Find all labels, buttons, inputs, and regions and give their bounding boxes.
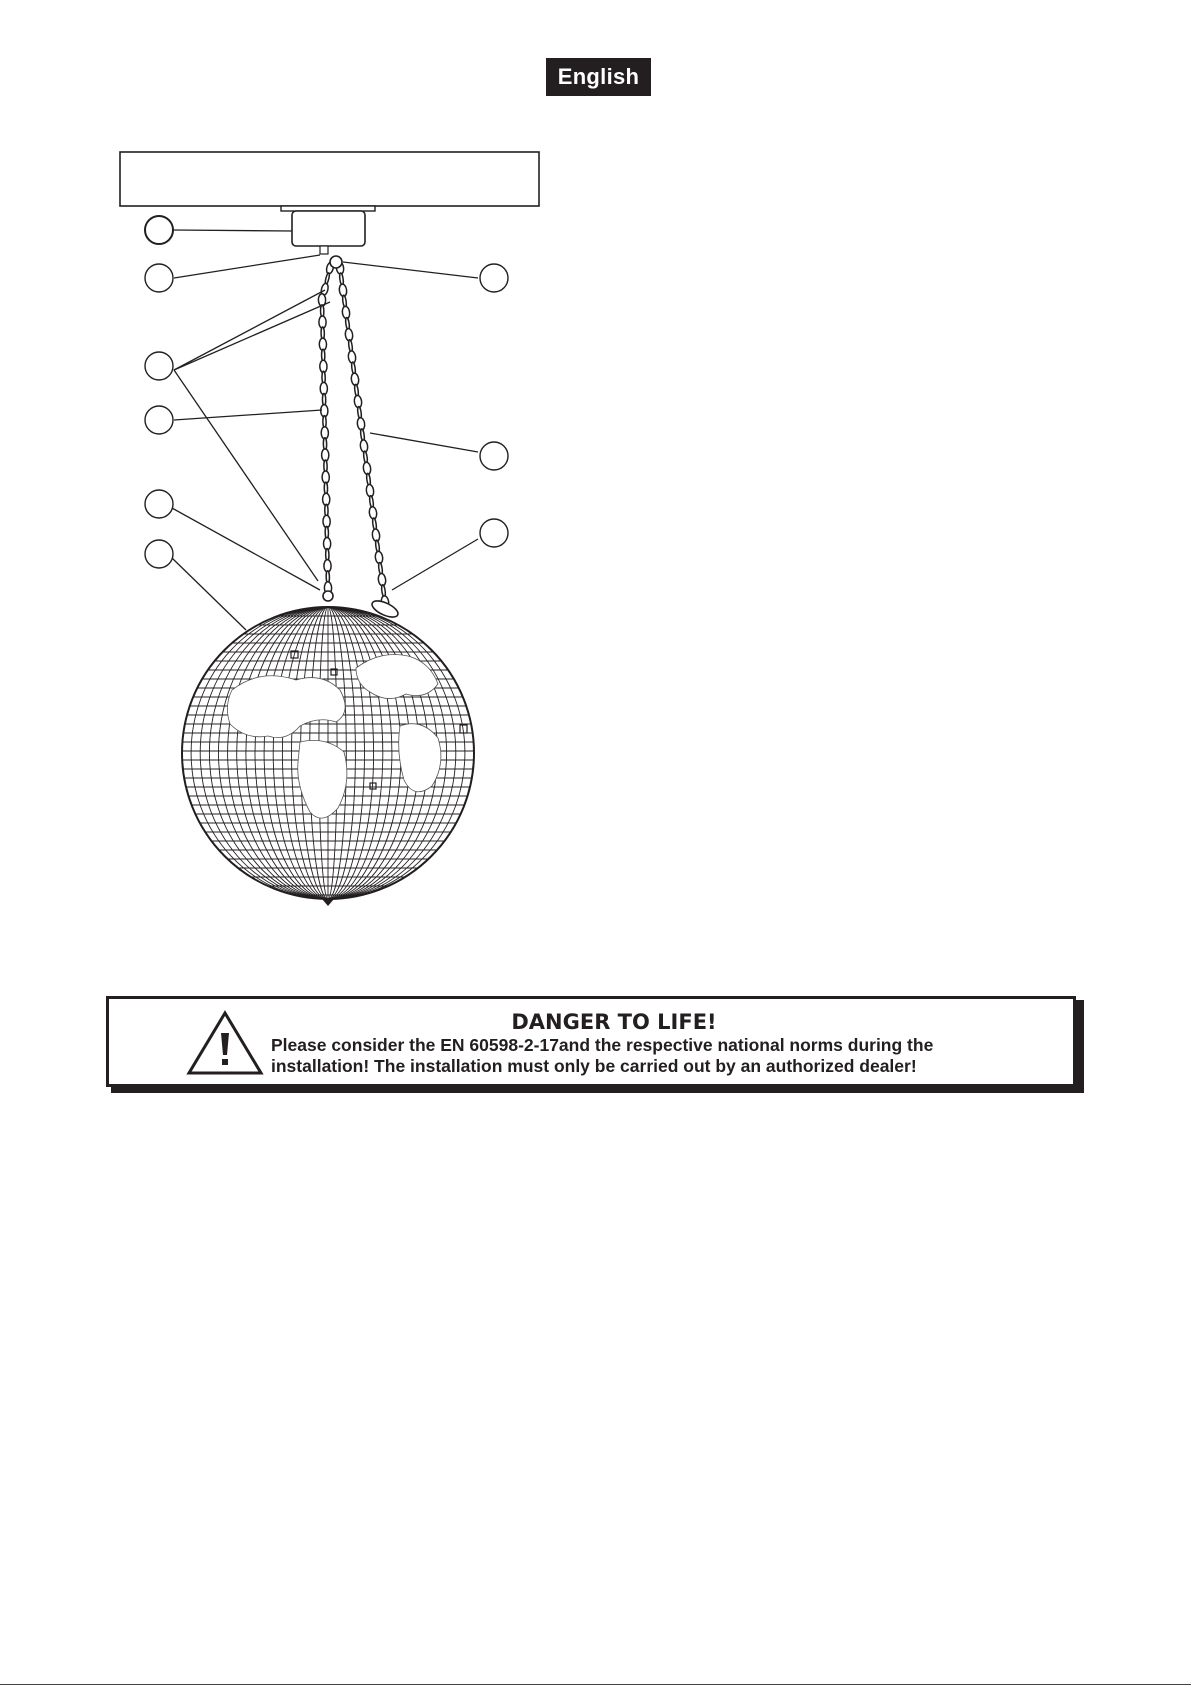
callout-6 [480, 442, 508, 470]
callout-7 [145, 490, 173, 518]
mirror-ball-globe [182, 607, 474, 906]
callout-4 [145, 352, 173, 380]
warning-title: DANGER TO LIFE! [511, 1010, 717, 1034]
callout-1 [145, 216, 173, 244]
warning-line-2: installation! The installation must only be carried out by an authorized dealer! [271, 1056, 917, 1076]
motor-shaft [320, 246, 328, 254]
callout-3 [480, 264, 508, 292]
danger-warning-box [106, 996, 1076, 1087]
callout-2 [145, 264, 173, 292]
callout-9 [145, 540, 173, 568]
callout-5 [145, 406, 173, 434]
warning-text [271, 1035, 1061, 1077]
language-badge: English [546, 58, 651, 96]
warning-triangle-icon [185, 1009, 265, 1077]
top-ring [330, 256, 342, 268]
warning-line-1: Please consider the EN 60598-2-17and the respective national norms during the [271, 1035, 934, 1055]
ceiling-plate [120, 152, 539, 206]
ball-eyelet [323, 591, 333, 601]
callout-8 [480, 519, 508, 547]
globe-bottom-pin [322, 899, 334, 906]
hanging-motor [292, 211, 365, 246]
